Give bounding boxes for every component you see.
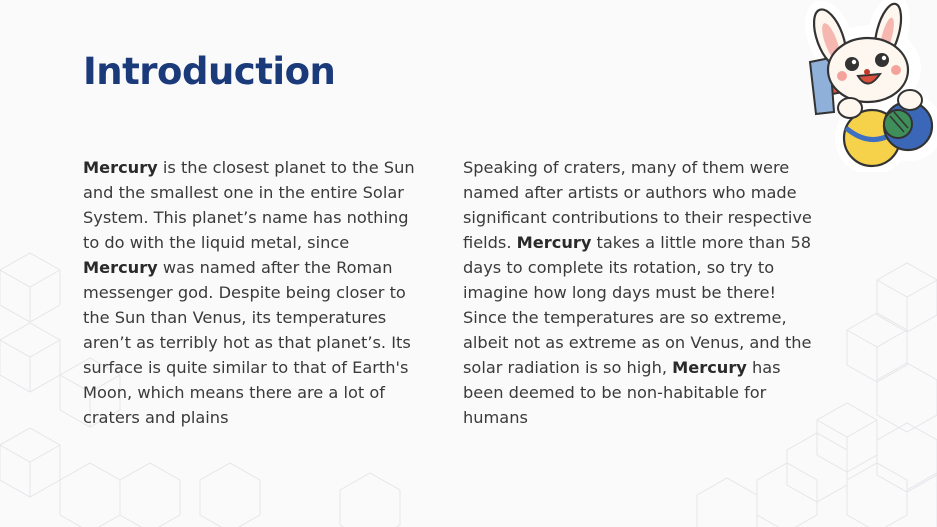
mercury-bold-term: Mercury [672,358,747,377]
right-column-text [463,155,813,430]
slide-title: Introduction [83,50,336,93]
left-column-text [83,155,428,430]
left-text-segment: is the closest planet to the Sun and the smallest one in the entire Solar System. This planet’s name has nothing to do with the liquid metal, since [83,158,415,252]
right-text-segment: Speaking of craters, many of them were named after artists or authors who made significant contributions to their respective fields. [463,158,812,252]
right-text-segment: has been deemed to be non-habitable for humans [463,358,781,427]
left-text-segment: was named after the Roman messenger god. Despite being closer to the Sun than Venus, its temperatures aren’t as terribly hot as that planet’s. Its surface is quite similar to that of Earth's Moon, which means there are a lot of craters and plains [83,258,411,427]
mercury-bold-term: Mercury [516,233,592,252]
mercury-bold-term: Mercury [83,158,158,177]
mercury-bold-term: Mercury [83,258,158,277]
right-text-segment: takes a little more than 58 days to complete its rotation, so try to imagine how long days must be there! Since the temperatures are so extreme, albeit not as extreme as on Venus, and the solar radiation is so high, [463,233,812,377]
bunny-sticker-icon [800,0,937,172]
